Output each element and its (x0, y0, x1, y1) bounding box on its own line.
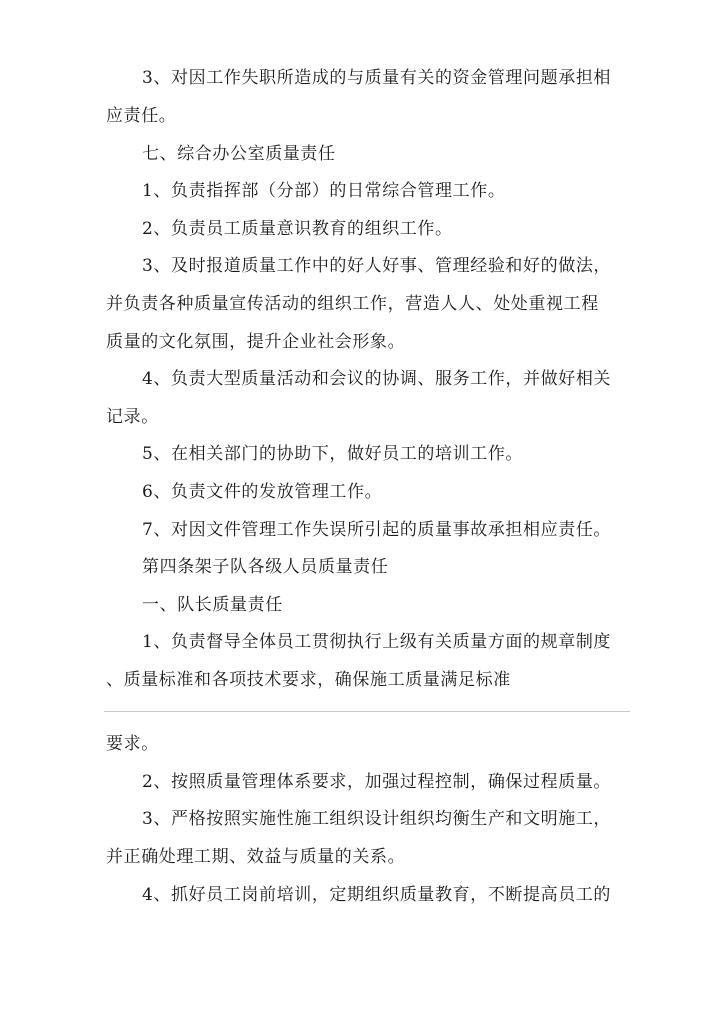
text-line-4: 1、负责指挥部（分部）的日常综合管理工作。 (142, 181, 506, 201)
text-line-5: 2、负责员工质量意识教育的组织工作。 (142, 219, 453, 239)
text-line-6: 3、及时报道质量工作中的好人好事、管理经验和好的做法， (142, 256, 612, 276)
section-heading-office: 七、综合办公室质量责任 (142, 144, 336, 164)
text-line-21: 并正确处理工期、效益与质量的关系。 (106, 847, 406, 867)
text-line-17: 、质量标准和各项技术要求，确保施工质量满足标准 (106, 670, 511, 690)
page-break-divider (104, 711, 630, 712)
text-line-11: 5、在相关部门的协助下，做好员工的培训工作。 (142, 444, 524, 464)
text-line-12: 6、负责文件的发放管理工作。 (142, 482, 383, 502)
text-line-20: 3、严格按照实施性施工组织设计组织均衡生产和文明施工， (142, 809, 612, 829)
text-line-8: 质量的文化氛围，提升企业社会形象。 (106, 332, 406, 352)
text-line-16: 1、负责督导全体员工贯彻执行上级有关质量方面的规章制度 (142, 632, 612, 652)
text-line-9: 4、负责大型质量活动和会议的协调、服务工作，并做好相关 (142, 369, 612, 389)
text-line-22: 4、抓好员工岗前培训，定期组织质量教育，不断提高员工的 (142, 885, 612, 905)
text-line-1: 3、对因工作失职所造成的与质量有关的资金管理问题承担相 (142, 68, 612, 88)
article-heading: 第四条架子队各级人员质量责任 (142, 557, 389, 577)
text-line-2: 应责任。 (106, 106, 177, 126)
text-line-7: 并负责各种质量宣传活动的组织工作，营造人人、处处重视工程 (106, 294, 599, 314)
text-line-19: 2、按照质量管理体系要求，加强过程控制，确保过程质量。 (142, 772, 612, 792)
text-line-10: 记录。 (106, 407, 159, 427)
text-line-13: 7、对因文件管理工作失误所引起的质量事故承担相应责任。 (142, 520, 612, 540)
text-line-18: 要求。 (106, 734, 159, 754)
section-heading-captain: 一、队长质量责任 (142, 595, 283, 615)
